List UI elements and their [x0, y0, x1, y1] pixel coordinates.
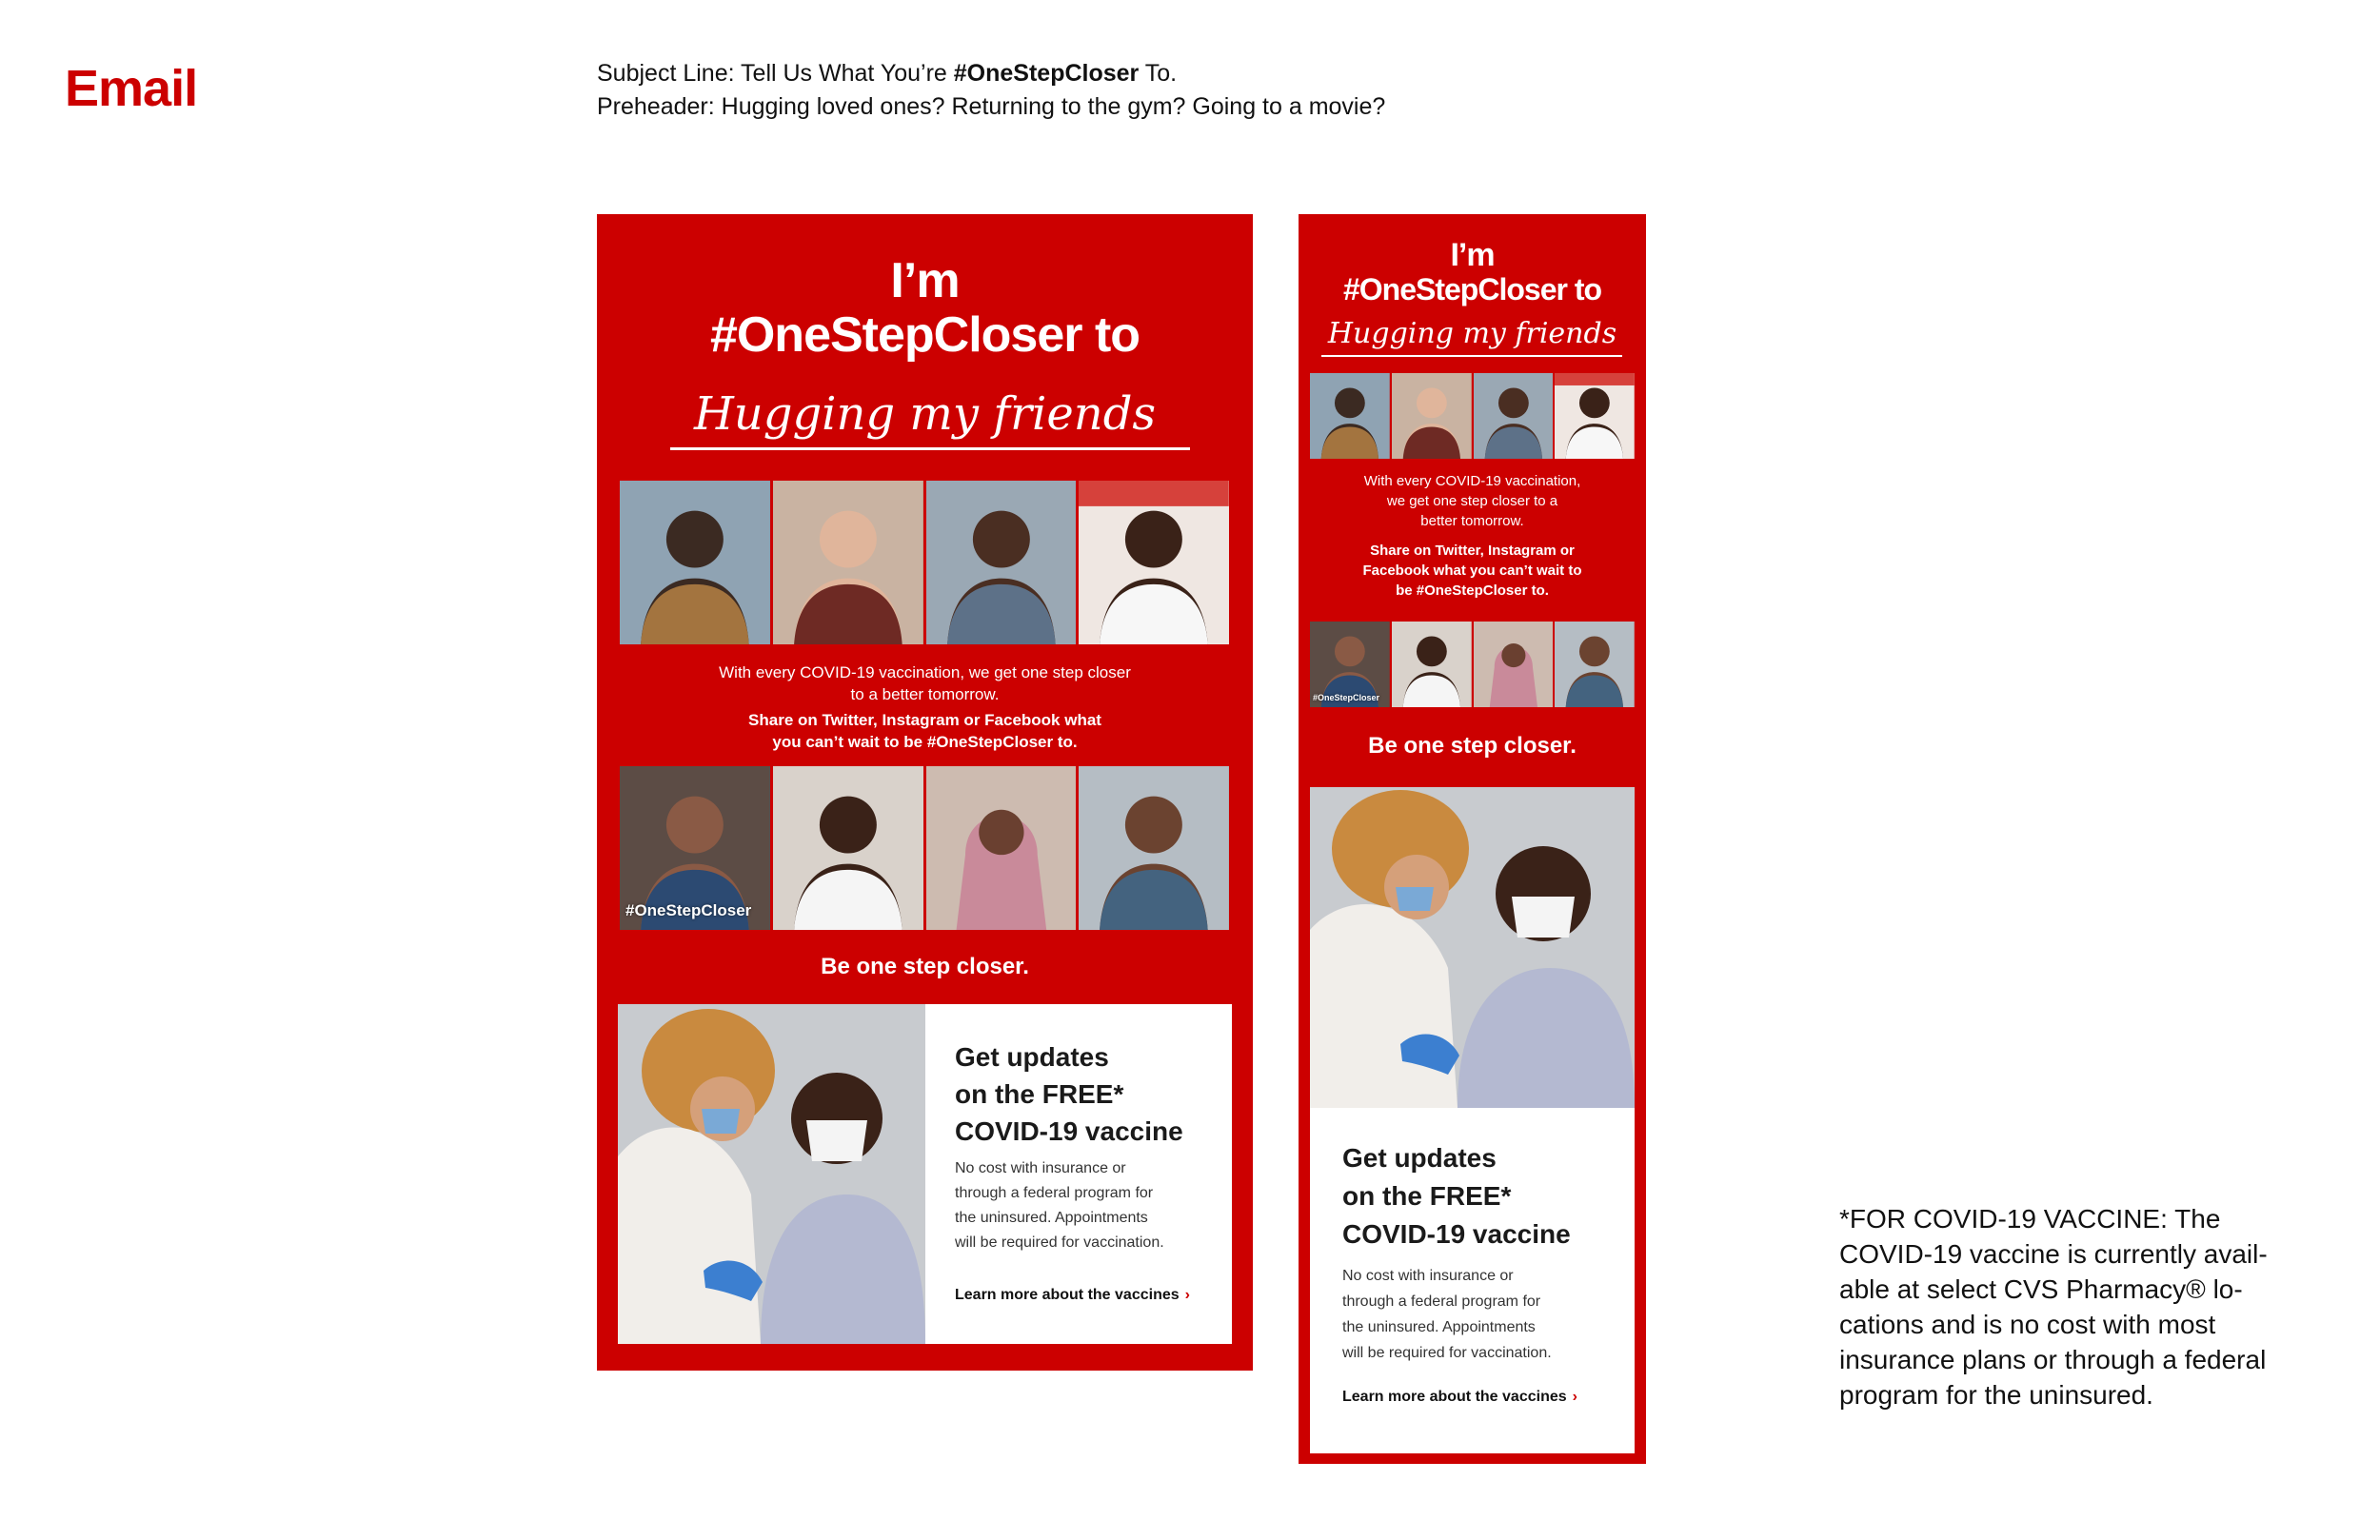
portrait-photo: [620, 481, 770, 644]
portrait-photo: [926, 766, 1077, 930]
email-meta: [597, 57, 1385, 124]
portrait-photo: [1474, 373, 1554, 459]
portrait-photo: [1555, 373, 1635, 459]
portrait-photo: [773, 481, 923, 644]
mobile-email: [1299, 214, 1646, 1464]
portrait-photo: [1310, 373, 1390, 459]
vaccination-photo: [1310, 787, 1635, 1108]
portrait-photo: [773, 766, 923, 930]
footnote: *FOR COVID-19 VACCINE: The COVID-19 vaccine is currently avail- able at select CVS Pharmacy® lo- cations and is no cost with most insurance plans or through a federal program for the uninsured.: [1839, 1204, 2268, 1410]
photo-row-top: [620, 481, 1229, 644]
script-hugging-friends: Hugging my friends: [693, 387, 1157, 441]
hashtag-overlay: #OneStepCloser: [1313, 693, 1380, 702]
closer-text: Be one step closer.: [1368, 733, 1577, 759]
promo-card: [1310, 787, 1635, 1453]
promo-card: [618, 1004, 1232, 1344]
photo-row-top: [1310, 373, 1635, 459]
promo-title: Get updates on the FREE* COVID-19 vaccine: [1342, 1143, 1571, 1249]
script-hugging-friends: Hugging my friends: [1327, 317, 1617, 350]
portrait-photo: [1310, 622, 1390, 707]
learn-more-link[interactable]: Learn more about the vaccines ›: [955, 1287, 1190, 1303]
closer-text: Be one step closer.: [821, 954, 1029, 979]
share-copy: Share on Twitter, Instagram or Facebook what you can’t wait to be #OneStepCloser to.: [1362, 543, 1582, 599]
portrait-photo: [1555, 622, 1635, 707]
subject-line: Subject Line: Tell Us What You’re #OneStepCloser To.: [597, 60, 1178, 87]
photo-row-bottom: [620, 766, 1229, 930]
learn-more-link[interactable]: Learn more about the vaccines ›: [1342, 1389, 1577, 1405]
share-copy: Share on Twitter, Instagram or Facebook what you can’t wait to be #OneStepCloser to.: [748, 711, 1101, 751]
page-label: Email: [65, 60, 198, 117]
portrait-photo: [620, 766, 770, 930]
portrait-photo: [1392, 622, 1472, 707]
promo-body: No cost with insurance or through a federal program for the uninsured. Appointments will be required for vaccination.: [1342, 1268, 1552, 1361]
headline-hashtag: #OneStepCloser to: [1342, 272, 1602, 306]
portrait-photo: [926, 481, 1077, 644]
chevron-right-icon: ›: [1572, 1389, 1577, 1405]
hashtag-overlay: #OneStepCloser: [625, 901, 752, 919]
body-copy: With every COVID-19 vaccination, we get one step closer to a better tomorrow.: [719, 663, 1131, 703]
promo-body: No cost with insurance or through a federal program for the uninsured. Appointments will be required for vaccination.: [955, 1160, 1164, 1251]
desktop-email: [597, 214, 1253, 1371]
chevron-right-icon: ›: [1184, 1287, 1190, 1303]
body-copy: With every COVID-19 vaccination, we get one step closer to a better tomorrow.: [1363, 473, 1581, 529]
script-underline: [1321, 355, 1622, 357]
vaccination-photo: [618, 1004, 925, 1344]
headline-im: I’m: [1450, 237, 1495, 273]
portrait-photo: [1079, 481, 1229, 644]
portrait-photo: [1474, 622, 1554, 707]
script-underline: [670, 447, 1190, 450]
headline-im: I’m: [890, 253, 960, 308]
preheader-line: Preheader: Hugging loved ones? Returning to the gym? Going to a movie?: [597, 93, 1386, 120]
portrait-photo: [1079, 766, 1229, 930]
headline-hashtag: #OneStepCloser to: [709, 307, 1140, 363]
photo-row-bottom: [1310, 622, 1635, 707]
promo-title: Get updates on the FREE* COVID-19 vaccine: [955, 1042, 1183, 1146]
portrait-photo: [1392, 373, 1472, 459]
